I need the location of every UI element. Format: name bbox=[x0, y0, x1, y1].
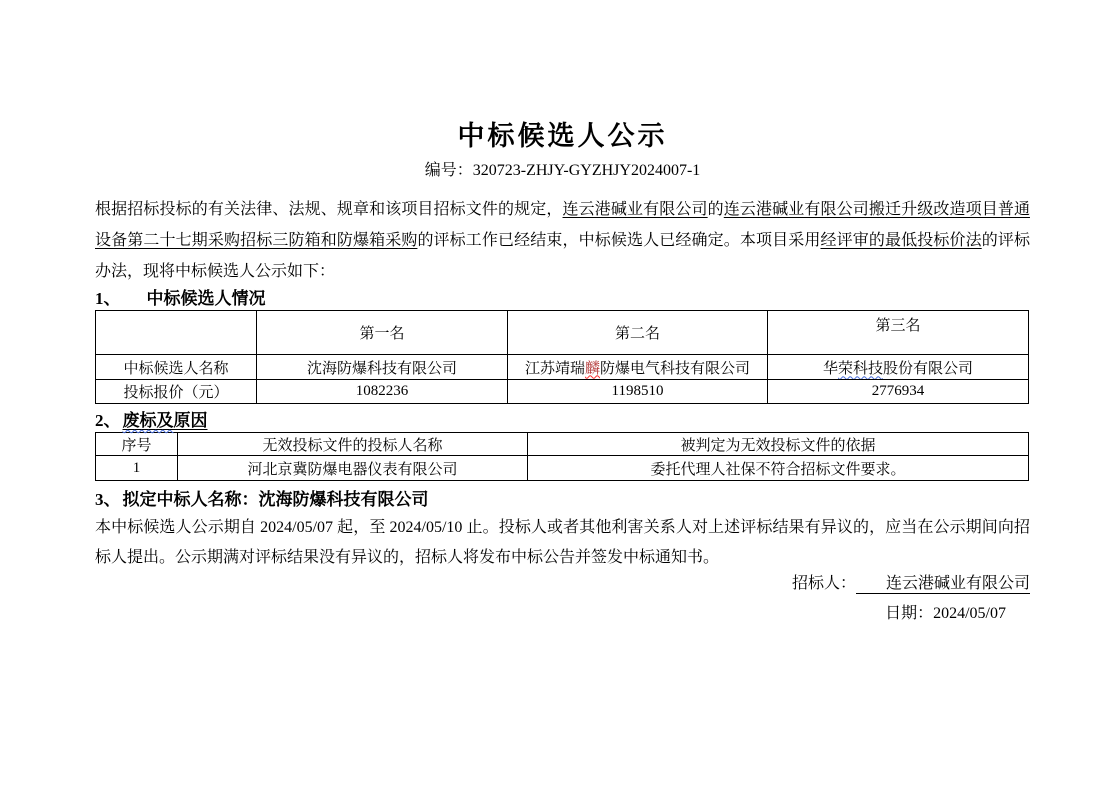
col-header-empty bbox=[96, 311, 257, 355]
col-header-rejection-basis: 被判定为无效投标文件的依据 bbox=[528, 433, 1029, 456]
date-line bbox=[95, 603, 1030, 625]
tenderer-name: 连云港碱业有限公司 bbox=[885, 575, 1030, 592]
section3-heading bbox=[95, 490, 1030, 510]
doc-number: 320723-ZHJY-GYZHJY2024007-1 bbox=[472, 162, 701, 179]
intro-seg3: 的评标工作已经结束，中标候选人已经确定。本项目采用 bbox=[417, 232, 821, 249]
section1-title: 中标候选人情况 bbox=[146, 289, 266, 308]
section2-title bbox=[123, 411, 208, 430]
candidate-name-second bbox=[508, 355, 768, 380]
closing-paragraph: 本中标候选人公示期自 2024/05/07 起，至 2024/05/10 止。投标人或者其他利害关系人对上述评标结果有异议的，应当在公示期间向招标人提出。公示期满对评标结果没有异议的，招标人将发布中标公告并签发中标通知书。 bbox=[95, 519, 1030, 566]
bid-price-third: 2776934 bbox=[768, 380, 1029, 404]
bid-prices-row bbox=[96, 380, 1029, 404]
date-label: 日期： bbox=[885, 605, 934, 622]
intro-underlined-project: 连云港碱业有限公司搬迁升级改造项目普通设备第二十七期采购招标三防箱和防爆箱采购 bbox=[95, 201, 1030, 249]
intro-paragraph bbox=[95, 194, 1030, 287]
col-header-third-place: 第三名 bbox=[768, 311, 1029, 355]
row-label-candidate-name: 中标候选人名称 bbox=[96, 355, 257, 380]
candidate-second-pre: 江苏靖瑞 bbox=[524, 360, 585, 377]
date-value: 2024/05/07 bbox=[933, 605, 1006, 622]
tenderer-label: 招标人： bbox=[791, 575, 856, 592]
section1-number: 1、 bbox=[95, 289, 121, 308]
candidate-name-first: 沈海防爆科技有限公司 bbox=[257, 355, 508, 380]
page-title: 中标候选人公示 bbox=[457, 121, 668, 151]
candidate-name-third bbox=[768, 355, 1029, 380]
rejected-bids-table bbox=[95, 432, 1029, 481]
candidate-third-pre: 华 bbox=[822, 360, 838, 377]
bid-price-first: 1082236 bbox=[257, 380, 508, 404]
bid-price-second: 1198510 bbox=[508, 380, 768, 404]
col-header-first-place: 第一名 bbox=[257, 311, 508, 355]
candidates-table bbox=[95, 310, 1029, 404]
doc-number-label: 编号： bbox=[424, 162, 473, 179]
rejected-bidder-name: 河北京冀防爆电器仪表有限公司 bbox=[178, 456, 528, 481]
document-page bbox=[95, 0, 1030, 625]
row-label-bid-price: 投标报价（元） bbox=[96, 380, 257, 404]
col-header-serial: 序号 bbox=[96, 433, 178, 456]
rejection-reason: 委托代理人社保不符合招标文件要求。 bbox=[528, 456, 1029, 481]
section2-number: 2、 bbox=[95, 411, 121, 430]
intro-seg2: 的 bbox=[707, 201, 724, 218]
signature-line bbox=[95, 573, 1030, 595]
rejected-serial: 1 bbox=[96, 456, 178, 481]
rejected-bid-row bbox=[96, 456, 1029, 481]
candidates-header-row bbox=[96, 311, 1029, 355]
intro-underlined-method: 经评审的最低投标价法 bbox=[820, 232, 982, 249]
section2-title-rest: 原因 bbox=[173, 411, 208, 430]
section3-number: 3、 bbox=[95, 490, 121, 509]
section3-title: 拟定中标人名称：沈海防爆科技有限公司 bbox=[122, 490, 429, 509]
section1-heading bbox=[95, 289, 1030, 309]
candidate-second-misspelled-char: 麟 bbox=[584, 360, 600, 377]
col-header-invalid-bidder: 无效投标文件的投标人名称 bbox=[178, 433, 528, 456]
candidate-second-post: 防爆电气科技有限公司 bbox=[600, 360, 751, 377]
section2-heading bbox=[95, 411, 1030, 431]
section2-title-grammar-marked: 废标及 bbox=[122, 411, 174, 430]
candidate-names-row bbox=[96, 355, 1029, 380]
intro-seg4: 的评标办法，现将中标候选人公示如下： bbox=[95, 232, 1030, 280]
intro-seg1: 根据招标投标的有关法律、法规、规章和该项目招标文件的规定， bbox=[95, 201, 563, 218]
tenderer-name-underlined bbox=[856, 575, 1030, 594]
candidate-third-grammar-marked: 荣科技 bbox=[837, 360, 883, 377]
intro-underlined-bidder: 连云港碱业有限公司 bbox=[562, 201, 708, 218]
col-header-second-place: 第二名 bbox=[508, 311, 768, 355]
doc-number-line bbox=[95, 160, 1030, 182]
rejected-bids-header-row bbox=[96, 433, 1029, 456]
candidate-third-post: 股份有限公司 bbox=[883, 360, 974, 377]
